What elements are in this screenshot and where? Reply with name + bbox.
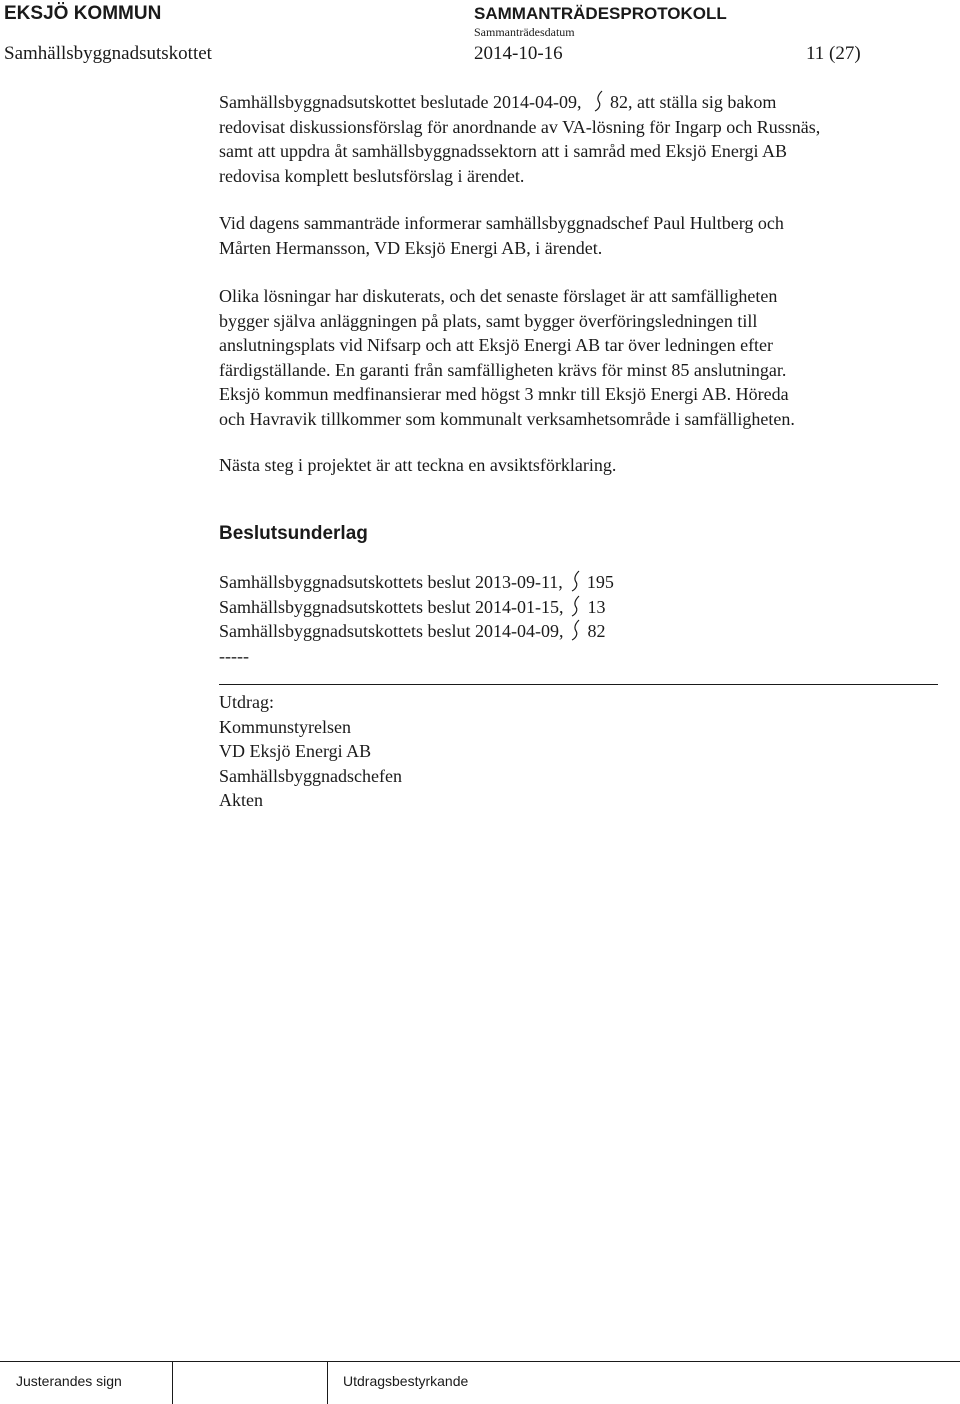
extract-list [219, 690, 919, 813]
certification-label: Utdragsbestyrkande [343, 1373, 469, 1389]
document-type: SAMMANTRÄDESPROTOKOLL [474, 4, 727, 23]
section-sign-icon [567, 619, 585, 641]
basis-item: Samhällsbyggnadsutskottets beslut 2014-01-15, 13 [219, 596, 606, 617]
basis-heading: Beslutsunderlag [219, 523, 368, 544]
extract-label: Utdrag: [219, 692, 274, 712]
decision-paragraph [219, 90, 919, 188]
next-step-paragraph [219, 453, 919, 478]
recipient-item: Kommunstyrelsen [219, 716, 351, 737]
extract-divider [219, 684, 938, 685]
signature-label: Justerandes sign [16, 1373, 122, 1389]
paragraph-line: redovisa komplett beslutsförslag i ärendet. [219, 165, 525, 186]
recipient-item: VD Eksjö Energi AB [219, 741, 372, 761]
basis-item: Samhällsbyggnadsutskottets beslut 2014-04-09, 82 [219, 621, 606, 641]
paragraph-line: Mårten Hermansson, VD Eksjö Energi AB, i ärendet. [219, 237, 603, 258]
paragraph-line: färdigställande. En garanti från samfälligheten krävs för minst 85 anslutningar. [219, 359, 787, 380]
information-paragraph [219, 211, 919, 260]
section-sign-icon [590, 90, 608, 112]
paragraph-line: och Havravik tillkommer som kommunalt verksamhetsområde i samfälligheten. [219, 408, 795, 429]
recipient-item: Akten [219, 790, 263, 810]
paragraph-line: Samhällsbyggnadsutskottet beslutade 2014-04-09, 82, att ställa sig bakom [219, 92, 777, 112]
solutions-paragraph [219, 284, 919, 431]
basis-list [219, 570, 919, 668]
recipient-item: Samhällsbyggnadschefen [219, 765, 402, 786]
section-sign-icon [567, 570, 585, 592]
meeting-date: 2014-10-16 [474, 43, 563, 64]
paragraph-line: bygger själva anläggningen på plats, samt bygger överföringsledningen till [219, 310, 758, 331]
committee-name: Samhällsbyggnadsutskottet [4, 43, 212, 64]
footer-cell-divider [327, 1361, 328, 1404]
separator-dashes: ----- [219, 645, 249, 666]
footer-rule [0, 1361, 960, 1362]
paragraph-line: anslutningsplats vid Nifsarp och att Eksjö Energi AB tar över ledningen efter [219, 335, 774, 355]
paragraph-line: samt att uppdra åt samhällsbyggnadssektorn att i samråd med Eksjö Energi AB [219, 141, 788, 161]
municipality-name: EKSJÖ KOMMUN [4, 3, 162, 24]
basis-item: Samhällsbyggnadsutskottets beslut 2013-09-11, 195 [219, 572, 614, 592]
date-caption: Sammanträdesdatum [474, 25, 575, 39]
paragraph-line: Olika lösningar har diskuterats, och det senaste förslaget är att samfälligheten [219, 286, 778, 306]
section-sign-icon [567, 595, 585, 617]
page-number: 11 (27) [806, 43, 861, 64]
paragraph-line: Nästa steg i projektet är att teckna en avsiktsförklaring. [219, 455, 617, 475]
paragraph-line: Vid dagens sammanträde informerar samhällsbyggnadschef Paul Hultberg och [219, 213, 784, 233]
footer-cell-divider [172, 1361, 173, 1404]
paragraph-line: redovisat diskussionsförslag för anordnande av VA-lösning för Ingarp och Russnäs, [219, 116, 821, 137]
paragraph-line: Eksjö kommun medfinansierar med högst 3 mnkr till Eksjö Energi AB. Höreda [219, 384, 789, 404]
